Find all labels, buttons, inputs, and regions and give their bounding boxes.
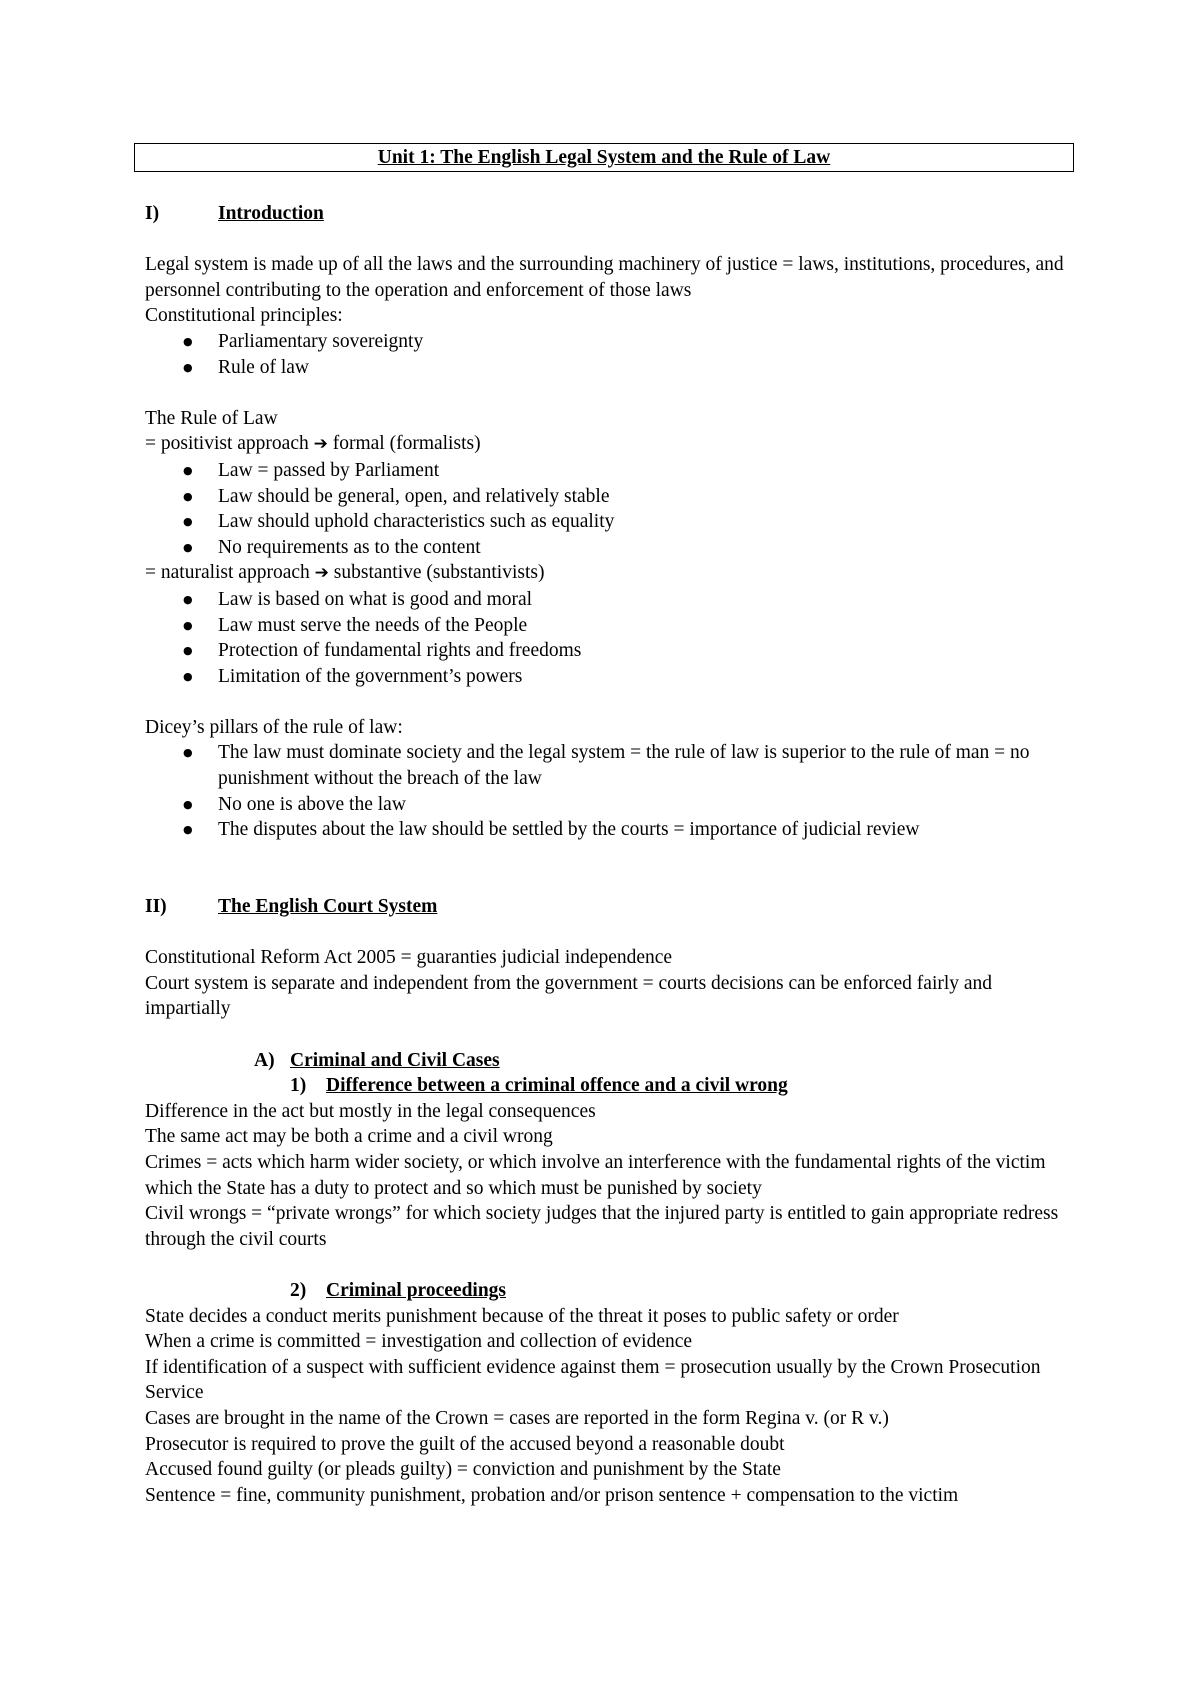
document-body bbox=[145, 201, 1075, 1508]
rule-of-law-title: The Rule of Law bbox=[145, 407, 278, 429]
subsection-number: A) bbox=[254, 1049, 275, 1071]
list-item: ● Law = passed by Parliament bbox=[145, 458, 1075, 484]
paragraph: Crimes = acts which harm wider society, or which involve an interference with the fundamental rights of the victim which the State has a duty to protect and so which must be punished by society bbox=[145, 1151, 1046, 1199]
list-item: ● Law should be general, open, and relatively stable bbox=[145, 484, 1075, 510]
document-title: Unit 1: The English Legal System and the Rule of Law bbox=[134, 143, 1074, 172]
subsubsection-heading-difference bbox=[145, 1073, 1075, 1099]
list-item: ● No one is above the law bbox=[145, 792, 1075, 818]
section-heading-court-system bbox=[145, 894, 1075, 920]
positivist-suffix: formal (formalists) bbox=[332, 433, 481, 455]
naturalist-suffix: substantive (substantivists) bbox=[333, 562, 545, 584]
subsubsection-number: 1) bbox=[290, 1075, 307, 1097]
section-number: I) bbox=[145, 203, 160, 224]
paragraph: Prosecutor is required to prove the guilt of the accused beyond a reasonable doubt bbox=[145, 1433, 785, 1455]
arrow-right-icon: ➔ bbox=[313, 434, 328, 455]
principles-list bbox=[145, 329, 1075, 380]
list-item: ● Law should uphold characteristics such as equality bbox=[145, 509, 1075, 535]
section-title: Introduction bbox=[218, 203, 324, 224]
paragraph: When a crime is committed = investigation and collection of evidence bbox=[145, 1331, 693, 1353]
positivist-line bbox=[145, 431, 1075, 458]
naturalist-line bbox=[145, 560, 1075, 587]
list-item: ● The law must dominate society and the legal system = the rule of law is superior to the rule of man = no punishment without the breach of the law bbox=[145, 740, 1075, 791]
paragraph: Civil wrongs = “private wrongs” for which society judges that the injured party is entitled to gain appropriate redress through the civil courts bbox=[145, 1203, 1059, 1250]
list-item: ● The disputes about the law should be settled by the courts = importance of judicial review bbox=[145, 817, 1075, 843]
paragraph: The same act may be both a crime and a civil wrong bbox=[145, 1126, 553, 1148]
list-item: ● Rule of law bbox=[145, 355, 1075, 381]
positivist-list bbox=[145, 458, 1075, 560]
section-title: The English Court System bbox=[218, 896, 438, 918]
paragraph: Difference in the act but mostly in the legal consequences bbox=[145, 1100, 596, 1122]
paragraph: Legal system is made up of all the laws and the surrounding machinery of justice = laws, institutions, procedures, and personnel contributing to the operation and enforcement of those laws bbox=[145, 254, 1064, 301]
paragraph: Cases are brought in the name of the Crown = cases are reported in the form Regina v. (or R v.) bbox=[145, 1407, 889, 1429]
list-item: ● No requirements as to the content bbox=[145, 535, 1075, 561]
paragraph: If identification of a suspect with sufficient evidence against them = prosecution usually by the Crown Prosecution Service bbox=[145, 1356, 1041, 1404]
list-item: ● Law is based on what is good and moral bbox=[145, 587, 1075, 613]
subsubsection-title: Difference between a criminal offence and a civil wrong bbox=[326, 1075, 788, 1097]
list-item: ● Limitation of the government’s powers bbox=[145, 664, 1075, 690]
paragraph: Constitutional Reform Act 2005 = guaranties judicial independence bbox=[145, 947, 673, 969]
paragraph: State decides a conduct merits punishment because of the threat it poses to public safety or order bbox=[145, 1305, 899, 1327]
subsection-heading-criminal-civil bbox=[145, 1048, 1075, 1074]
section-number: II) bbox=[145, 896, 167, 918]
dicey-label: Dicey’s pillars of the rule of law: bbox=[145, 716, 403, 738]
subsection-title: Criminal and Civil Cases bbox=[290, 1049, 500, 1071]
subsubsection-number: 2) bbox=[290, 1279, 307, 1301]
constitutional-principles-label: Constitutional principles: bbox=[145, 305, 343, 327]
paragraph: Court system is separate and independent from the government = courts decisions can be enforced fairly and impartially bbox=[145, 972, 993, 1020]
list-item: ● Protection of fundamental rights and freedoms bbox=[145, 638, 1075, 664]
naturalist-prefix: = naturalist approach bbox=[145, 562, 310, 584]
positivist-prefix: = positivist approach bbox=[145, 433, 309, 455]
paragraph: Accused found guilty (or pleads guilty) = conviction and punishment by the State bbox=[145, 1459, 781, 1481]
subsubsection-heading-criminal-proceedings bbox=[145, 1278, 1075, 1304]
dicey-list bbox=[145, 740, 1075, 842]
subsubsection-title: Criminal proceedings bbox=[326, 1279, 507, 1301]
list-item: ● Law must serve the needs of the People bbox=[145, 613, 1075, 639]
paragraph: Sentence = fine, community punishment, probation and/or prison sentence + compensation to the victim bbox=[145, 1484, 959, 1506]
arrow-right-icon: ➔ bbox=[314, 563, 329, 584]
list-item: ● Parliamentary sovereignty bbox=[145, 329, 1075, 355]
naturalist-list bbox=[145, 587, 1075, 689]
section-heading-introduction bbox=[145, 201, 1075, 227]
